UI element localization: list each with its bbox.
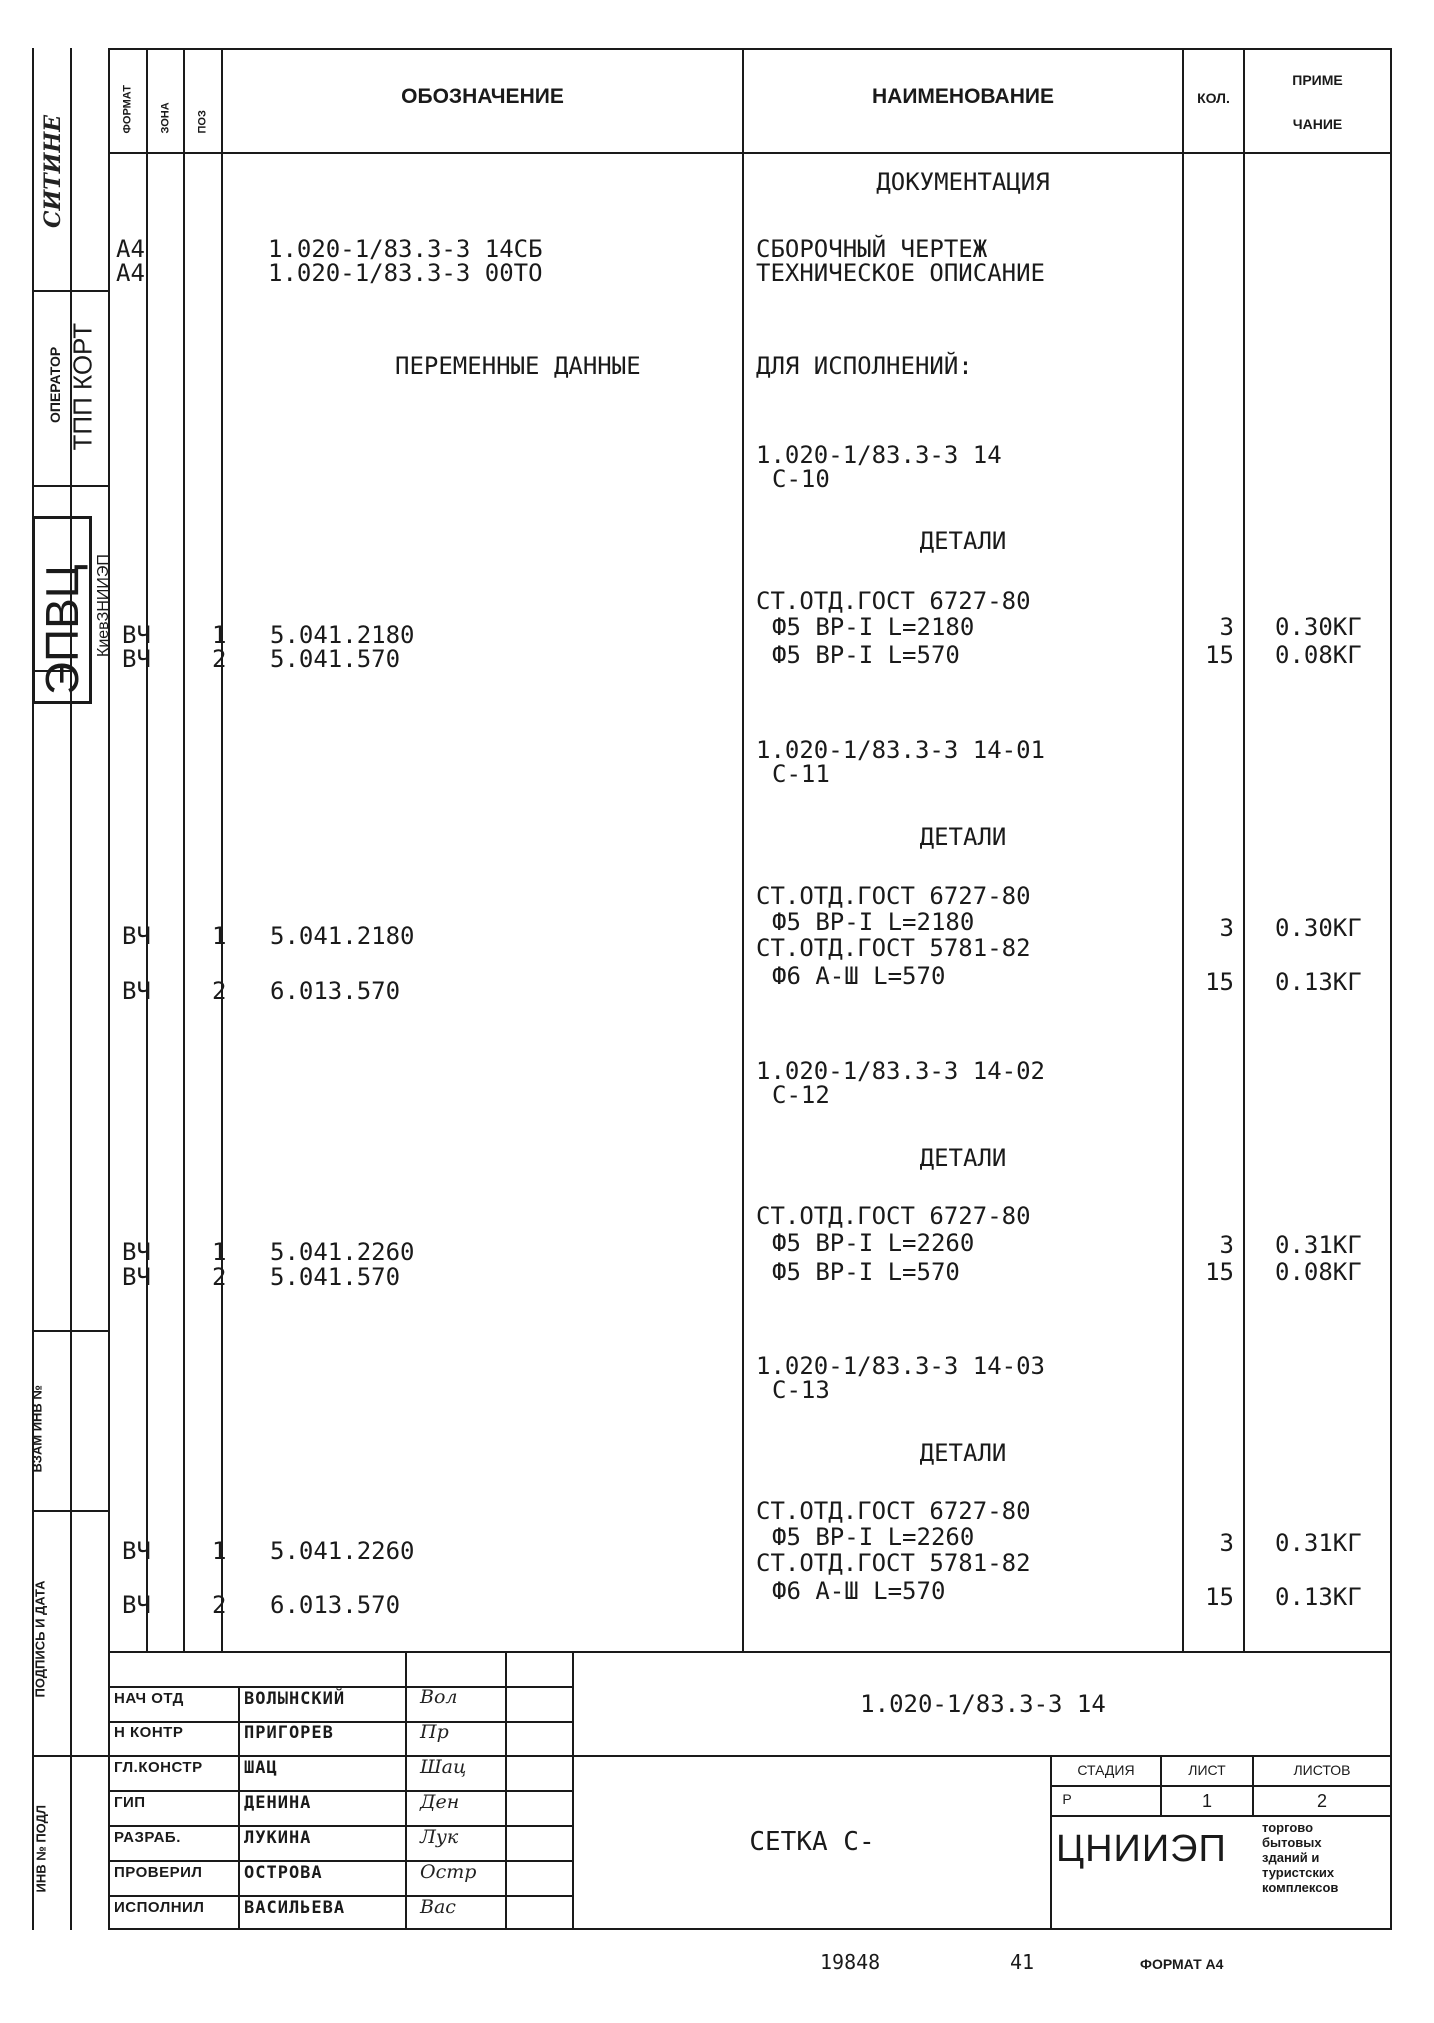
col-format-header: ФОРМАТ <box>121 85 134 134</box>
variant-name: С-12 <box>772 1081 830 1109</box>
col-note-header-2: ЧАНИЕ <box>1292 116 1343 132</box>
row-name: СТ.ОТД.ГОСТ 5781-82 <box>756 1549 1031 1577</box>
row-name: ТЕХНИЧЕСКОЕ ОПИСАНИЕ <box>756 259 1045 287</box>
inv-zam-label: ВЗАМ ИНВ № <box>29 1385 45 1473</box>
stage-value: Р <box>1062 1791 1072 1807</box>
col-designation-header: ОБОЗНАЧЕНИЕ <box>401 85 564 108</box>
surname: ДЕНИНА <box>244 1793 312 1813</box>
organization-description <box>1262 1820 1338 1895</box>
section-heading: ДЕТАЛИ <box>919 1439 1007 1467</box>
row-name: Ф6 А-Ш L=570 <box>772 962 946 990</box>
section-heading: ДОКУМЕНТАЦИЯ <box>876 168 1050 196</box>
row-format: ВЧ <box>122 1591 151 1619</box>
row-note: 0.08КГ <box>1275 1258 1362 1286</box>
row-designation: 1.020-1/83.3-3 00ТО <box>268 259 543 287</box>
sheet-value: 1 <box>1201 1791 1212 1811</box>
row-name: Ф5 ВР-I L=2260 <box>772 1523 975 1551</box>
variant-name: С-13 <box>772 1376 830 1404</box>
row-designation: 5.041.570 <box>270 1263 401 1291</box>
archive-number: 19848 <box>820 1950 881 1974</box>
drawing-title: СЕТКА С- <box>749 1827 875 1857</box>
row-pos: 2 <box>212 645 227 673</box>
page-number: 41 <box>1010 1950 1035 1974</box>
row-pos: 2 <box>212 1591 227 1619</box>
variant-code: 1.020-1/83.3-3 14-02 <box>756 1057 1045 1085</box>
section-heading: ДЕТАЛИ <box>919 527 1007 555</box>
signature: Пр <box>420 1721 449 1743</box>
row-name: СТ.ОТД.ГОСТ 6727-80 <box>756 587 1031 615</box>
col-qty-header: КОЛ. <box>1197 90 1230 106</box>
row-name: СТ.ОТД.ГОСТ 6727-80 <box>756 882 1031 910</box>
row-format: ВЧ <box>122 645 151 673</box>
col-name-header: НАИМЕНОВАНИЕ <box>872 85 1054 108</box>
row-name: СТ.ОТД.ГОСТ 5781-82 <box>756 934 1031 962</box>
row-designation: 5.041.2180 <box>270 621 415 649</box>
surname: ЛУКИНА <box>244 1828 312 1848</box>
row-pos: 1 <box>212 621 227 649</box>
variant-name: С-10 <box>772 465 830 493</box>
variant-code: 1.020-1/83.3-3 14-01 <box>756 736 1045 764</box>
organization-description-line: туристских <box>1262 1865 1335 1880</box>
variant-code: 1.020-1/83.3-3 14 <box>756 441 1002 469</box>
row-designation: 5.041.2180 <box>270 922 415 950</box>
col-zone-header: ЗОНА <box>159 102 172 134</box>
row-designation: 6.013.570 <box>270 1591 401 1619</box>
role-label: НАЧ ОТД <box>114 1690 184 1707</box>
row-format: ВЧ <box>122 922 151 950</box>
organization-description-line: торгово <box>1262 1820 1314 1835</box>
signature: Вас <box>420 1896 456 1918</box>
row-name: Ф5 ВР-I L=2180 <box>772 908 975 936</box>
organization-description-line: зданий и <box>1262 1850 1320 1865</box>
col-note-header-1: ПРИМЕ <box>1292 72 1343 88</box>
org-stamp-small: КиевЗНИИЭП <box>95 554 112 657</box>
role-label: РАЗРАБ. <box>114 1829 181 1846</box>
surname: ПРИГОРЕВ <box>244 1723 334 1743</box>
row-pos: 2 <box>212 977 227 1005</box>
row-note: 0.30КГ <box>1275 613 1362 641</box>
org-stamp-big: ЭПВЦ <box>32 516 92 704</box>
row-name: СБОРОЧНЫЙ ЧЕРТЕЖ <box>756 235 988 263</box>
row-format: ВЧ <box>122 1238 151 1266</box>
row-qty: 15 <box>1205 968 1234 996</box>
row-name: Ф6 А-Ш L=570 <box>772 1577 946 1605</box>
row-designation: 5.041.570 <box>270 645 401 673</box>
row-name: Ф5 ВР-I L=570 <box>772 641 960 669</box>
signature: Лук <box>420 1826 459 1848</box>
stamp-signature: СИТИНЕ <box>40 114 66 228</box>
sheets-label: ЛИСТОВ <box>1293 1762 1351 1778</box>
row-name: Ф5 ВР-I L=570 <box>772 1258 960 1286</box>
row-name: СТ.ОТД.ГОСТ 6727-80 <box>756 1202 1031 1230</box>
operator-value: ТПП КОРТ <box>67 322 98 451</box>
row-pos: 1 <box>212 1537 227 1565</box>
variant-code: 1.020-1/83.3-3 14-03 <box>756 1352 1045 1380</box>
row-designation: 5.041.2260 <box>270 1537 415 1565</box>
row-format: ВЧ <box>122 1263 151 1291</box>
signature-date-label: ПОДПИСЬ И ДАТА <box>32 1580 48 1698</box>
role-label: ИСПОЛНИЛ <box>114 1899 205 1916</box>
row-format: ВЧ <box>122 621 151 649</box>
signature: Ден <box>420 1791 460 1813</box>
surname: ОСТРОВА <box>244 1863 323 1883</box>
role-label: ГИП <box>114 1794 146 1811</box>
surname: ШАЦ <box>244 1758 278 1778</box>
organization-description-line: комплексов <box>1262 1880 1339 1895</box>
row-qty: 3 <box>1219 1529 1234 1557</box>
row-format: А4 <box>116 235 145 263</box>
role-label: ГЛ.КОНСТР <box>114 1759 203 1776</box>
row-pos: 2 <box>212 1263 227 1291</box>
signature: Вол <box>420 1686 458 1708</box>
row-qty: 15 <box>1205 1583 1234 1611</box>
row-designation: 6.013.570 <box>270 977 401 1005</box>
sheets-value: 2 <box>1316 1791 1327 1811</box>
signature: Шац <box>420 1756 467 1778</box>
col-pos-header: ПОЗ <box>196 110 209 134</box>
section-heading: ДЕТАЛИ <box>919 823 1007 851</box>
row-pos: 1 <box>212 922 227 950</box>
row-qty: 3 <box>1219 914 1234 942</box>
row-note: 0.08КГ <box>1275 641 1362 669</box>
row-designation: 5.041.2260 <box>270 1238 415 1266</box>
surname: ВАСИЛЬЕВА <box>244 1898 346 1918</box>
row-name: ДЛЯ ИСПОЛНЕНИЙ: <box>756 352 973 380</box>
doc-code: 1.020-1/83.3-3 14 <box>860 1690 1106 1718</box>
stage-label: СТАДИЯ <box>1077 1762 1135 1778</box>
section-heading: ДЕТАЛИ <box>919 1144 1007 1172</box>
row-format: ВЧ <box>122 1537 151 1565</box>
row-name: Ф5 ВР-I L=2180 <box>772 613 975 641</box>
row-note: 0.31КГ <box>1275 1231 1362 1259</box>
role-label: ПРОВЕРИЛ <box>114 1864 203 1881</box>
operator-label: ОПЕРАТОР <box>47 346 63 423</box>
sheet-label: ЛИСТ <box>1188 1762 1226 1778</box>
surname: ВОЛЫНСКИЙ <box>244 1689 346 1709</box>
variant-name: С-11 <box>772 760 830 788</box>
row-format: А4 <box>116 259 145 287</box>
role-label: Н КОНТР <box>114 1724 184 1741</box>
row-qty: 3 <box>1219 1231 1234 1259</box>
row-designation: ПЕРЕМЕННЫЕ ДАННЫЕ <box>395 352 641 380</box>
row-name: СТ.ОТД.ГОСТ 6727-80 <box>756 1497 1031 1525</box>
row-format: ВЧ <box>122 977 151 1005</box>
row-qty: 15 <box>1205 641 1234 669</box>
inv-original-label: ИНВ № ПОДЛ <box>33 1804 49 1893</box>
row-note: 0.30КГ <box>1275 914 1362 942</box>
format-label: ФОРМАТ А4 <box>1140 1956 1224 1972</box>
signature: Остр <box>420 1861 477 1883</box>
row-note: 0.13КГ <box>1275 1583 1362 1611</box>
row-qty: 15 <box>1205 1258 1234 1286</box>
row-name: Ф5 ВР-I L=2260 <box>772 1229 975 1257</box>
row-note: 0.13КГ <box>1275 968 1362 996</box>
row-qty: 3 <box>1219 613 1234 641</box>
row-pos: 1 <box>212 1238 227 1266</box>
row-designation: 1.020-1/83.3-3 14СБ <box>268 235 543 263</box>
row-note: 0.31КГ <box>1275 1529 1362 1557</box>
organization-description-line: бытовых <box>1262 1835 1322 1850</box>
organization-name: ЦНИИЭП <box>1056 1828 1227 1870</box>
